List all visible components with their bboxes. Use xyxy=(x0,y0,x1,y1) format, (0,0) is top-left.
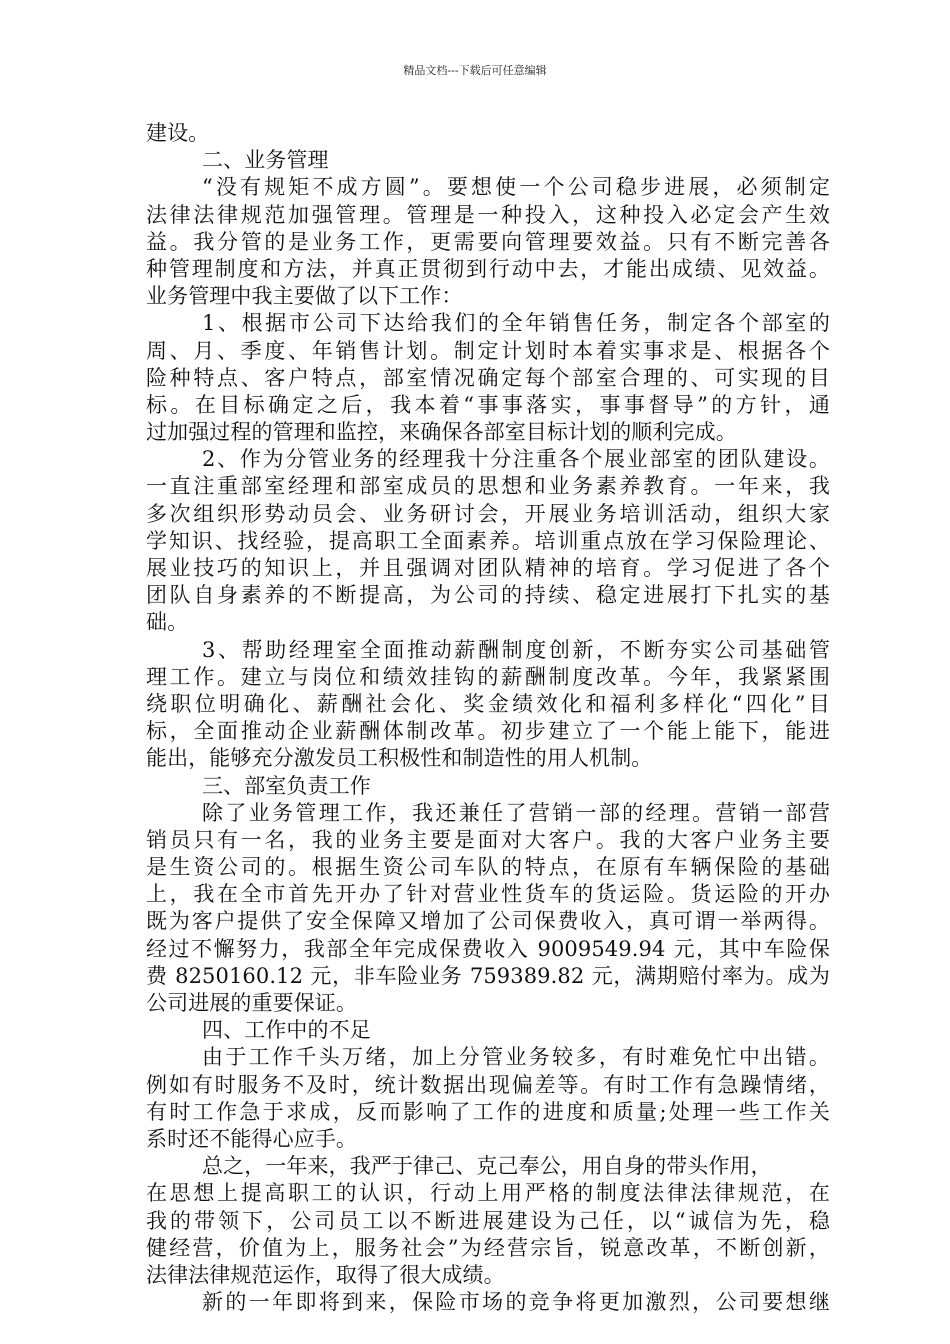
text-line: 3、帮助经理室全面推动薪酬制度创新，不断夯实公司基础管 xyxy=(202,637,830,662)
text-line: 多次组织形势动员会、业务研讨会，开展业务培训活动，组织大家 xyxy=(146,501,830,526)
text-line: 建设。 xyxy=(146,121,210,145)
page-header: 精品文档---下载后可任意编辑 xyxy=(403,64,547,77)
text-line: 在思想上提高职工的认识，行动上用严格的制度法律法律规范，在 xyxy=(146,1181,830,1206)
text-line: 业务管理中我主要做了以下工作： xyxy=(146,284,463,309)
text-line: 险种特点、客户特点，部室情况确定每个部室合理的、可实现的目 xyxy=(146,365,830,390)
text-line: 新的一年即将到来，保险市场的竞争将更加激烈，公司要想继 xyxy=(202,1290,830,1315)
text-line: 经过不懈努力，我部全年完成保费收入 9009549.94 元，其中车险保 xyxy=(146,936,830,961)
text-line: 有时工作急于求成，反而影响了工作的进度和质量;处理一些工作关 xyxy=(146,1099,830,1124)
text-line: “没有规矩不成方圆”。要想使一个公司稳步进展，必须制定 xyxy=(202,175,830,200)
text-line: 是生资公司的。根据生资公司车队的特点，在原有车辆保险的基础 xyxy=(146,855,830,880)
text-line: 能出，能够充分激发员工积极性和制造性的用人机制。 xyxy=(146,746,653,771)
text-line: 二、业务管理 xyxy=(202,148,329,173)
text-line: 我的带领下，公司员工以不断进展建设为己任，以“诚信为先，稳 xyxy=(146,1208,830,1233)
text-line: 标。在目标确定之后，我本着“事事落实，事事督导”的方针，通 xyxy=(146,392,830,417)
text-line: 系时还不能得心应手。 xyxy=(146,1126,357,1151)
text-line: 过加强过程的管理和监控，来确保各部室目标计划的顺利完成。 xyxy=(146,420,737,445)
text-line: 础。 xyxy=(146,610,189,635)
text-line: 例如有时服务不及时，统计数据出现偏差等。有时工作有急躁情绪， xyxy=(146,1072,830,1097)
text-line: 销员只有一名，我的业务主要是面对大客户。我的大客户业务主要 xyxy=(146,827,830,852)
text-line: 健经营，价值为上，服务社会”为经营宗旨，锐意改革，不断创新， xyxy=(146,1235,830,1260)
text-line: 种管理制度和方法，并真正贯彻到行动中去，才能出成绩、见效益。 xyxy=(146,256,830,281)
text-line: 标，全面推动企业薪酬体制改革。初步建立了一个能上能下，能进 xyxy=(146,719,830,744)
text-line: 四、工作中的不足 xyxy=(202,1018,371,1043)
text-line: 理工作。建立与岗位和绩效挂钩的薪酬制度改革。今年，我紧紧围 xyxy=(146,664,830,689)
text-line: 2、作为分管业务的经理我十分注重各个展业部室的团队建设。 xyxy=(202,447,830,472)
text-line: 法律法律规范加强管理。管理是一种投入，这种投入必定会产生效 xyxy=(146,202,830,227)
text-line: 团队自身素养的不断提高，为公司的持续、稳定进展打下扎实的基 xyxy=(146,583,830,608)
text-line: 1、根据市公司下达给我们的全年销售任务，制定各个部室的 xyxy=(202,311,830,336)
text-line: 公司进展的重要保证。 xyxy=(146,991,357,1015)
text-line: 除了业务管理工作，我还兼任了营销一部的经理。营销一部营 xyxy=(202,800,830,825)
text-line: 绕职位明确化、薪酬社会化、奖金绩效化和福利多样化“四化”目 xyxy=(146,691,830,716)
document-body xyxy=(146,120,830,1316)
text-line: 由于工作千头万绪，加上分管业务较多，有时难免忙中出错。 xyxy=(202,1045,830,1070)
text-line: 三、部室负责工作 xyxy=(202,773,371,798)
text-line: 学知识、找经验，提高职工全面素养。培训重点放在学习保险理论、 xyxy=(146,528,830,553)
text-line: 既为客户提供了安全保障又增加了公司保费收入，真可谓一举两得。 xyxy=(146,909,830,934)
text-line: 周、月、季度、年销售计划。制定计划时本着实事求是、根据各个 xyxy=(146,338,830,363)
text-line: 益。我分管的是业务工作，更需要向管理要效益。只有不断完善各 xyxy=(146,229,830,254)
text-line: 法律法律规范运作，取得了很大成绩。 xyxy=(146,1262,505,1287)
text-line: 总之，一年来，我严于律己、克己奉公，用自身的带头作用， xyxy=(202,1154,772,1179)
text-line: 一直注重部室经理和部室成员的思想和业务素养教育。一年来，我 xyxy=(146,474,830,499)
text-line: 费 8250160.12 元，非车险业务 759389.82 元，满期赔付率为。成为 xyxy=(146,963,830,988)
text-line: 上，我在全市首先开办了针对营业性货车的货运险。货运险的开办 xyxy=(146,882,830,907)
text-line: 展业技巧的知识上，并且强调对团队精神的培育。学习促进了各个 xyxy=(146,556,830,580)
